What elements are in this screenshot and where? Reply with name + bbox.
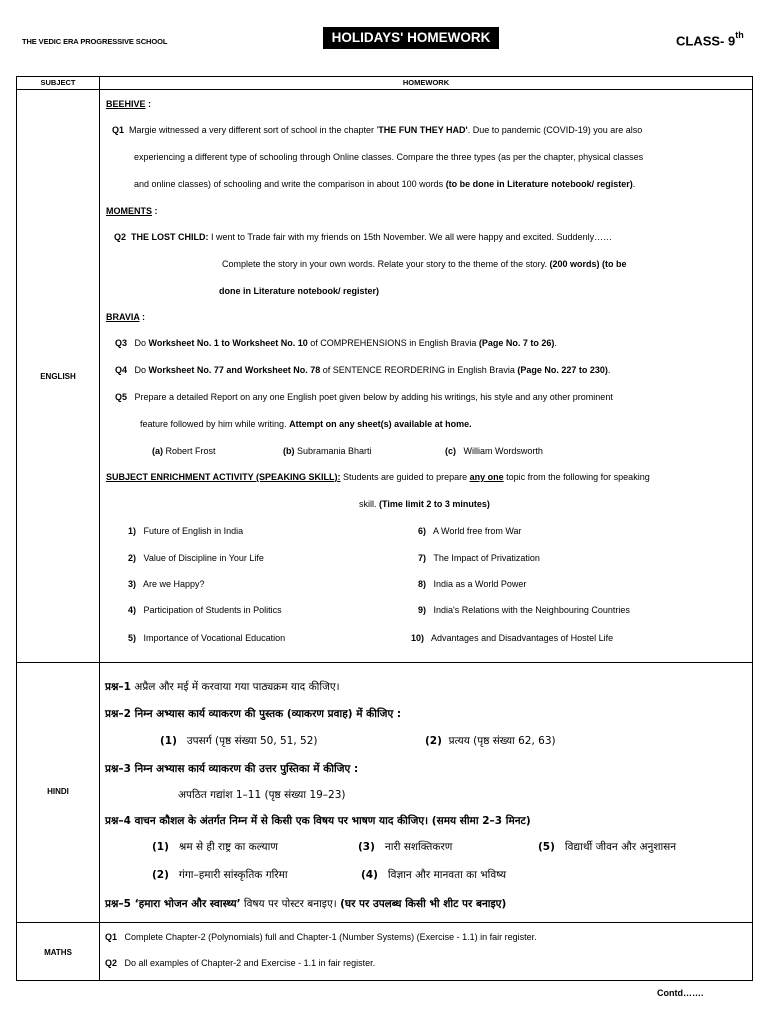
topic-item: 5) Importance of Vocational Education: [128, 633, 286, 643]
maths-q1: Q1 Complete Chapter-2 (Polynomials) full and Chapter-1 (Number Systems) (Exercise - 1.1) in fair register.: [105, 932, 537, 942]
class-sup: th: [735, 30, 744, 40]
poet-option: (a) Robert Frost: [152, 446, 216, 456]
q2-line-2: Complete the story in your own words. Relate your story to the theme of the story. (200 words) (to be: [222, 259, 627, 269]
hindi-q4-item: (2) गंगा–हमारी सांस्कृतिक गरिमा: [152, 869, 288, 881]
topic-item: 9) India's Relations with the Neighbouring Countries: [418, 605, 630, 615]
section-beehive: BEEHIVE :: [106, 99, 152, 109]
q1-line-1: Q1 Margie witnessed a very different sort of school in the chapter 'THE FUN THEY HAD'. Due to pandemic (COVID-19) you are also: [112, 125, 643, 135]
topic-item: 6) A World free from War: [418, 526, 522, 536]
hindi-q4-item: (4) विज्ञान और मानवता का भविष्य: [361, 869, 507, 881]
q5-line-1: Q5 Prepare a detailed Report on any one English poet given below by adding his writings, his style and any other prominent: [115, 392, 613, 402]
topic-item: 10) Advantages and Disadvantages of Hostel Life: [411, 633, 614, 643]
hindi-q4-item: (5) विद्यार्थी जीवन और अनुशासन: [538, 841, 677, 853]
hindi-q5: प्रश्न–5 ‘हमारा भोजन और स्वास्थ्य’ विषय पर पोस्टर बनाइए। (घर पर उपलब्ध किसी भी शीट पर बनाइए): [105, 898, 507, 910]
class-label: [676, 32, 744, 48]
hindi-q4-item: (3) नारी सशक्तिकरण: [358, 841, 453, 853]
class-text: CLASS- 9: [676, 33, 736, 49]
maths-q2: Q2 Do all examples of Chapter-2 and Exercise - 1.1 in fair register.: [105, 958, 376, 968]
divider: [17, 662, 752, 663]
subject-english: ENGLISH: [40, 372, 76, 381]
q3: Q3 Do Worksheet No. 1 to Worksheet No. 10 of COMPREHENSIONS in English Bravia (Page No. 7 to 26).: [115, 338, 557, 348]
enrichment-line-1: SUBJECT ENRICHMENT ACTIVITY (SPEAKING SKILL): Students are guided to prepare any one topic from the following for speaking: [106, 472, 650, 482]
q5-line-2: feature followed by him while writing. Attempt on any sheet(s) available at home.: [140, 419, 472, 429]
section-moments: MOMENTS :: [106, 206, 158, 216]
topic-item: 1) Future of English in India: [128, 526, 244, 536]
topic-item: 2) Value of Discipline in Your Life: [128, 553, 264, 563]
divider: [17, 89, 752, 90]
section-bravia: BRAVIA :: [106, 312, 145, 322]
topic-item: 8) India as a World Power: [418, 579, 527, 589]
divider: [17, 922, 752, 923]
hindi-q4: प्रश्न–4 वाचन कौशल के अंतर्गत निम्न में से किसी एक विषय पर भाषण याद कीजिए। (समय सीमा 2–3 मिनट): [105, 815, 531, 827]
hindi-q2-item: (1) उपसर्ग (पृष्ठ संख्या 50, 51, 52): [160, 735, 318, 747]
hindi-q2: प्रश्न–2 निम्न अभ्यास कार्य व्याकरण की पुस्तक (व्याकरण प्रवाह) में कीजिए :: [105, 708, 402, 720]
hindi-q1: प्रश्न–1 अप्रैल और मई में करवाया गया पाठ्यक्रम याद कीजिए।: [105, 681, 340, 693]
q4: Q4 Do Worksheet No. 77 and Worksheet No. 78 of SENTENCE REORDERING in English Bravia (Page No. 227 to 230).: [115, 365, 611, 375]
topic-item: 7) The Impact of Privatization: [418, 553, 540, 563]
q2-line-3: done in Literature notebook/ register): [219, 286, 380, 296]
hindi-q3: प्रश्न–3 निम्न अभ्यास कार्य व्याकरण की उत्तर पुस्तिका में कीजिए :: [105, 763, 359, 775]
school-name: THE VEDIC ERA PROGRESSIVE SCHOOL: [22, 37, 168, 46]
q1-line-2: experiencing a different type of schooling through Online classes. Compare the three types (as per the chapter, physical classes: [134, 152, 644, 162]
enrichment-line-2: skill. (Time limit 2 to 3 minutes): [359, 499, 490, 509]
continued-note: Contd…….: [657, 988, 704, 998]
homework-title: HOLIDAYS' HOMEWORK: [323, 27, 499, 49]
q1-line-3: and online classes) of schooling and write the comparison in about 100 words (to be done in Literature notebook/ register).: [134, 179, 636, 189]
poet-option: (b) Subramania Bharti: [283, 446, 372, 456]
q2-line-1: Q2 THE LOST CHILD: I went to Trade fair with my friends on 15th November. We all were happy and excited. Suddenly……: [114, 232, 613, 242]
hindi-q2-item: (2) प्रत्यय (पृष्ठ संख्या 62, 63): [425, 735, 556, 747]
column-header-homework: HOMEWORK: [402, 78, 450, 87]
column-header-subject: SUBJECT: [40, 78, 76, 87]
hindi-q3-item: अपठित गद्यांश 1–11 (पृष्ठ संख्या 19–23): [178, 789, 346, 801]
poet-option: (c) William Wordsworth: [445, 446, 543, 456]
subject-maths: MATHS: [44, 948, 72, 957]
topic-item: 4) Participation of Students in Politics: [128, 605, 282, 615]
hindi-q4-item: (1) श्रम से ही राष्ट्र का कल्याण: [152, 841, 278, 853]
subject-hindi: HINDI: [47, 787, 69, 796]
column-divider: [99, 77, 100, 980]
topic-item: 3) Are we Happy?: [128, 579, 205, 589]
